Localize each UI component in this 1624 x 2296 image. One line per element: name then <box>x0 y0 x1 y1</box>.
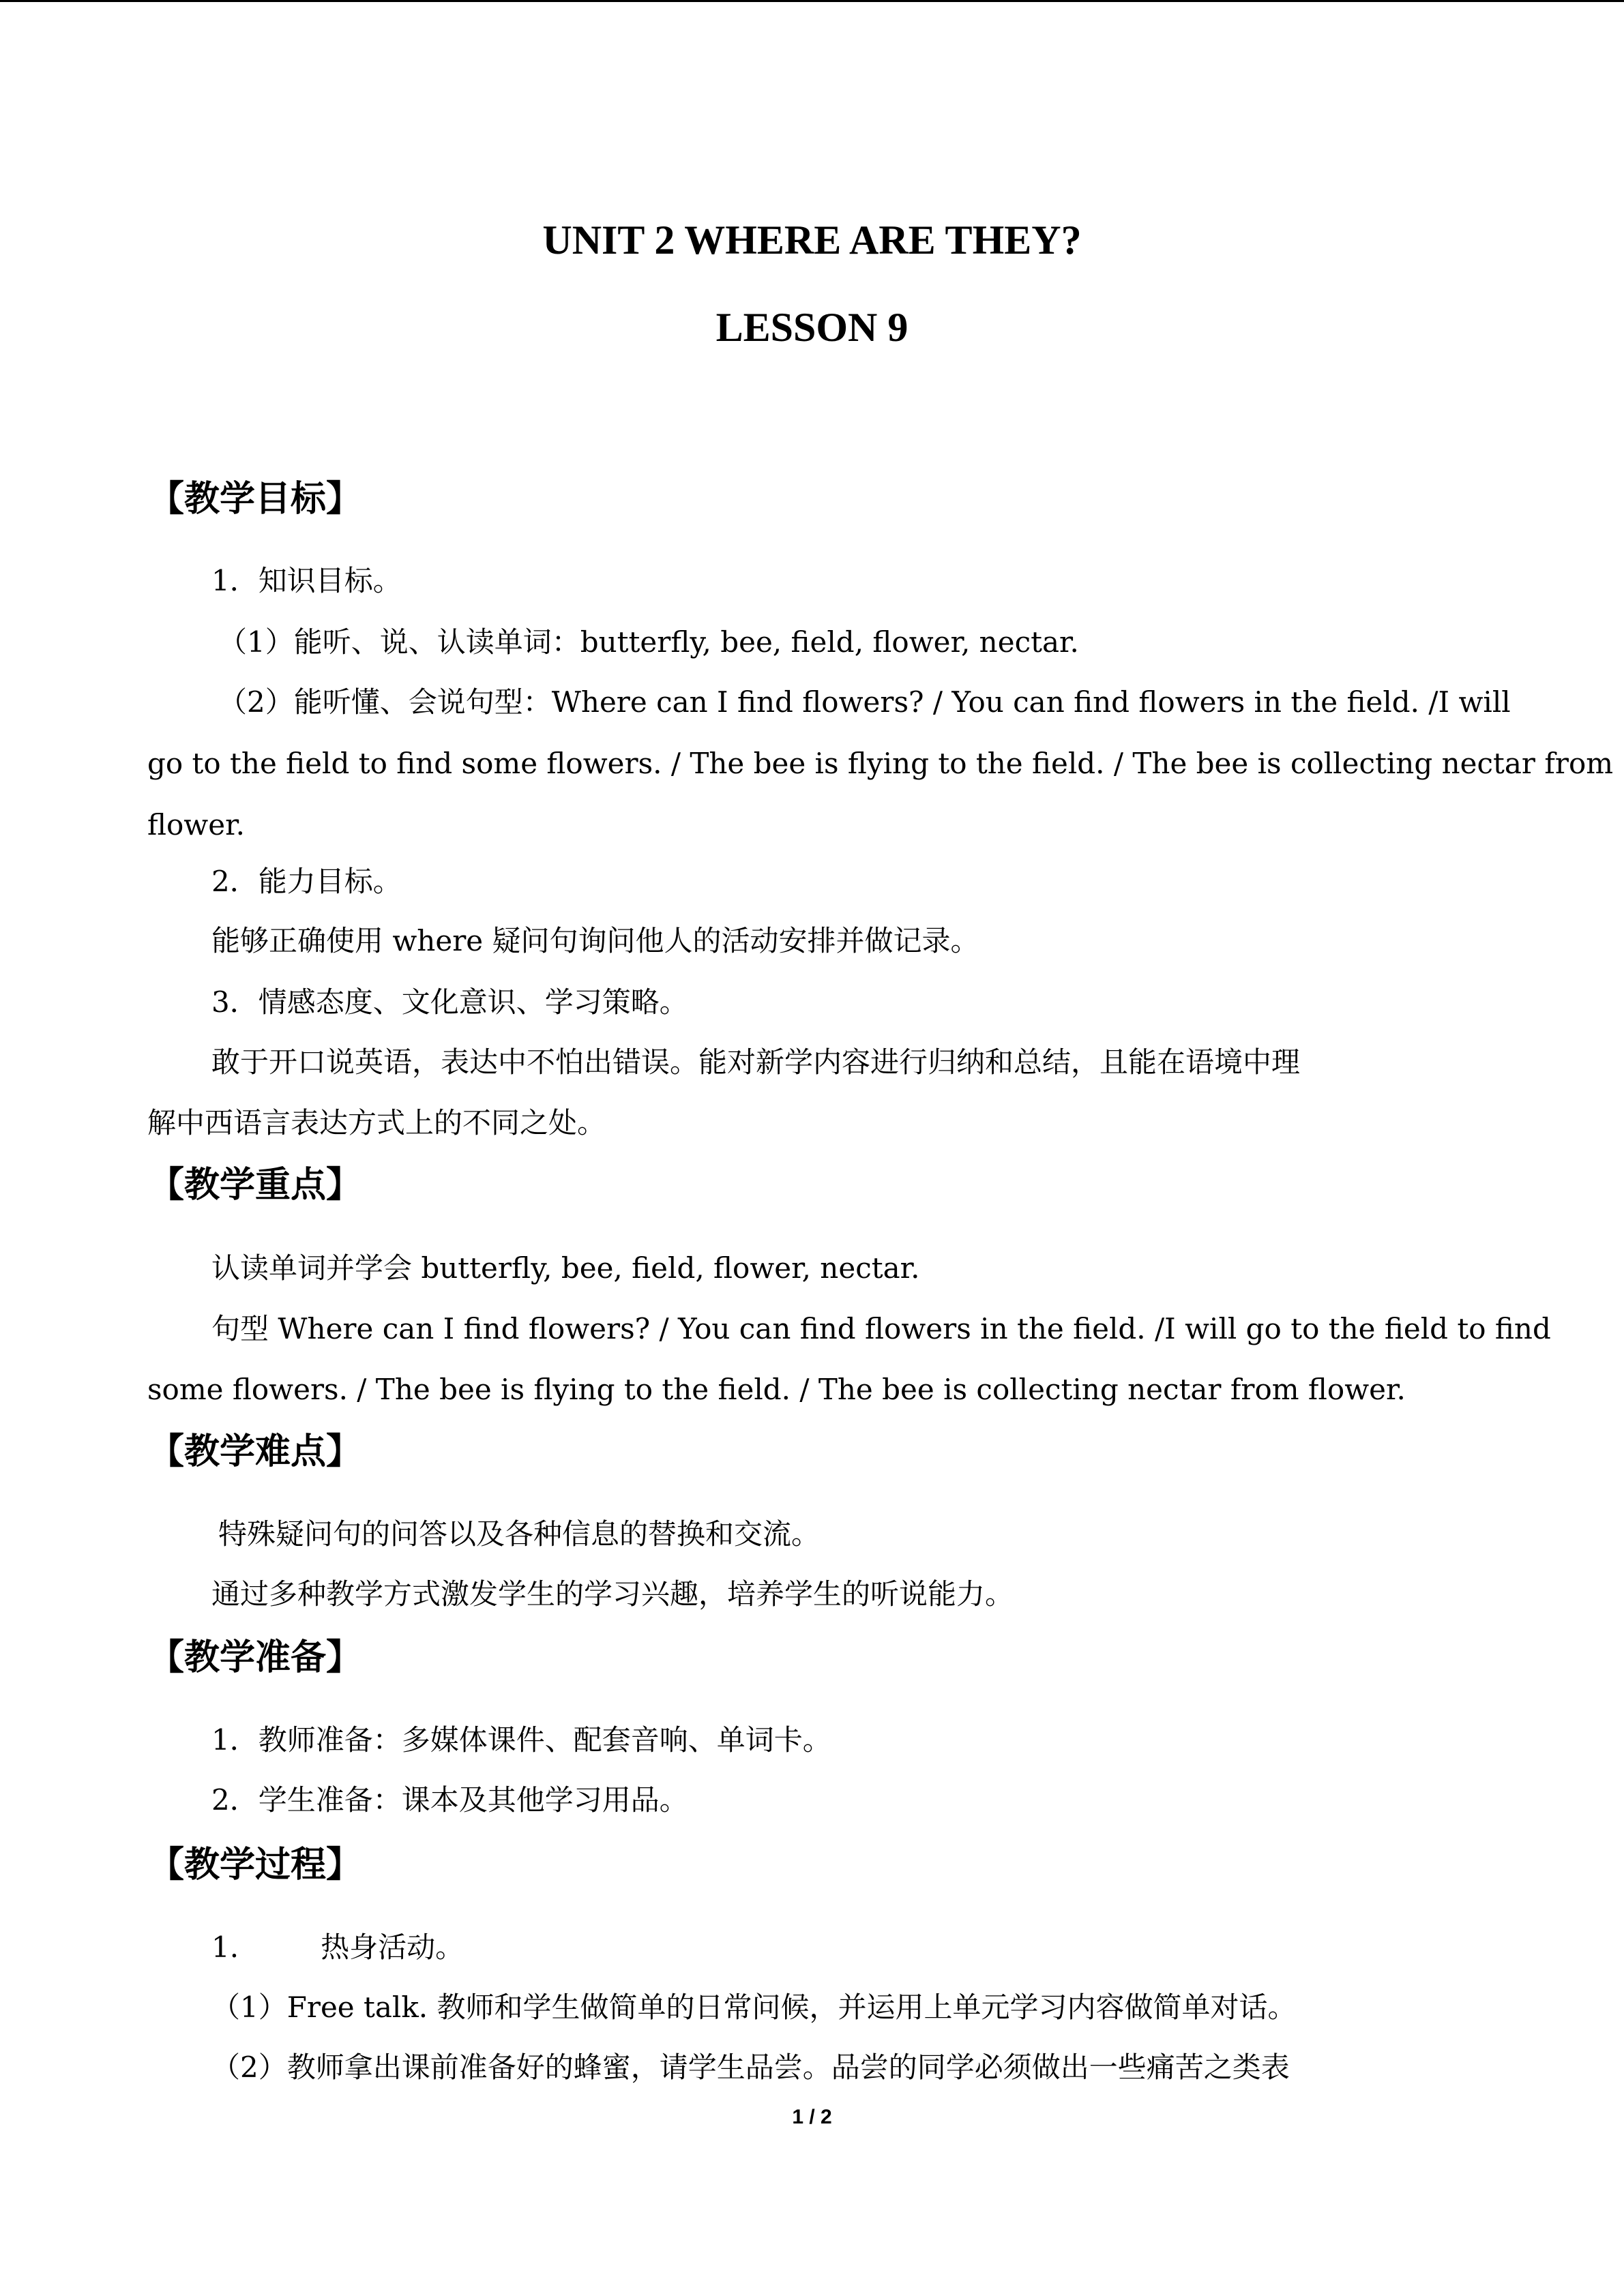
key-points-line: 认读单词并学会 butterfly, bee, field, flower, nectar. <box>211 1251 920 1285</box>
process-step-label: 热身活动。 <box>321 1930 464 1964</box>
objectives-line: 敢于开口说英语，表达中不怕出错误。能对新学内容进行归纳和总结，且能在语境中理 <box>211 1045 1301 1079</box>
objectives-line: 1．知识目标。 <box>211 564 402 597</box>
preparation-heading: 【教学准备】 <box>149 1637 362 1678</box>
objectives-line: 2．能力目标。 <box>211 865 402 898</box>
objectives-line: go to the field to find some flowers. / The bee is flying to the field. / The bee is collecting nectar from <box>147 747 1614 780</box>
lesson-title: LESSON 9 <box>715 305 909 350</box>
objectives-line: 能够正确使用 where 疑问句询问他人的活动安排并做记录。 <box>211 924 979 957</box>
objectives-line: 3．情感态度、文化意识、学习策略。 <box>211 985 688 1019</box>
difficulties-line: 通过多种教学方式激发学生的学习兴趣，培养学生的听说能力。 <box>211 1577 1014 1611</box>
key-points-line: some flowers. / The bee is flying to the field. / The bee is collecting nectar from flower. <box>147 1373 1406 1406</box>
process-step-number: 1. <box>211 1930 239 1964</box>
process-line: （1）Free talk. 教师和学生做简单的日常问候，并运用上单元学习内容做简单对话。 <box>211 1991 1297 2024</box>
key-points-line: 句型 Where can I find flowers? / You can find flowers in the field. /I will go to the field to find <box>211 1312 1551 1345</box>
objectives-heading: 【教学目标】 <box>149 479 362 520</box>
difficulties-heading: 【教学难点】 <box>149 1431 362 1472</box>
preparation-line: 2．学生准备：课本及其他学习用品。 <box>211 1783 688 1817</box>
page-number: 1 / 2 <box>792 2106 832 2128</box>
objectives-line: （1）能听、说、认读单词：butterfly, bee, field, flower, nectar. <box>218 625 1079 659</box>
key-points-heading: 【教学重点】 <box>149 1165 362 1206</box>
preparation-line: 1．教师准备：多媒体课件、配套音响、单词卡。 <box>211 1723 831 1757</box>
unit-title: UNIT 2 WHERE ARE THEY? <box>542 218 1082 263</box>
objectives-line: flower. <box>147 808 245 841</box>
process-step-1 <box>211 1927 464 1968</box>
difficulties-line: 特殊疑问句的问答以及各种信息的替换和交流。 <box>218 1517 821 1551</box>
process-line: （2）教师拿出课前准备好的蜂蜜，请学生品尝。品尝的同学必须做出一些痛苦之类表 <box>211 2051 1290 2084</box>
objectives-line: 解中西语言表达方式上的不同之处。 <box>147 1106 606 1139</box>
objectives-line: （2）能听懂、会说句型：Where can I find flowers? / You can find flowers in the field. /I will <box>218 685 1511 719</box>
process-heading: 【教学过程】 <box>149 1845 362 1885</box>
